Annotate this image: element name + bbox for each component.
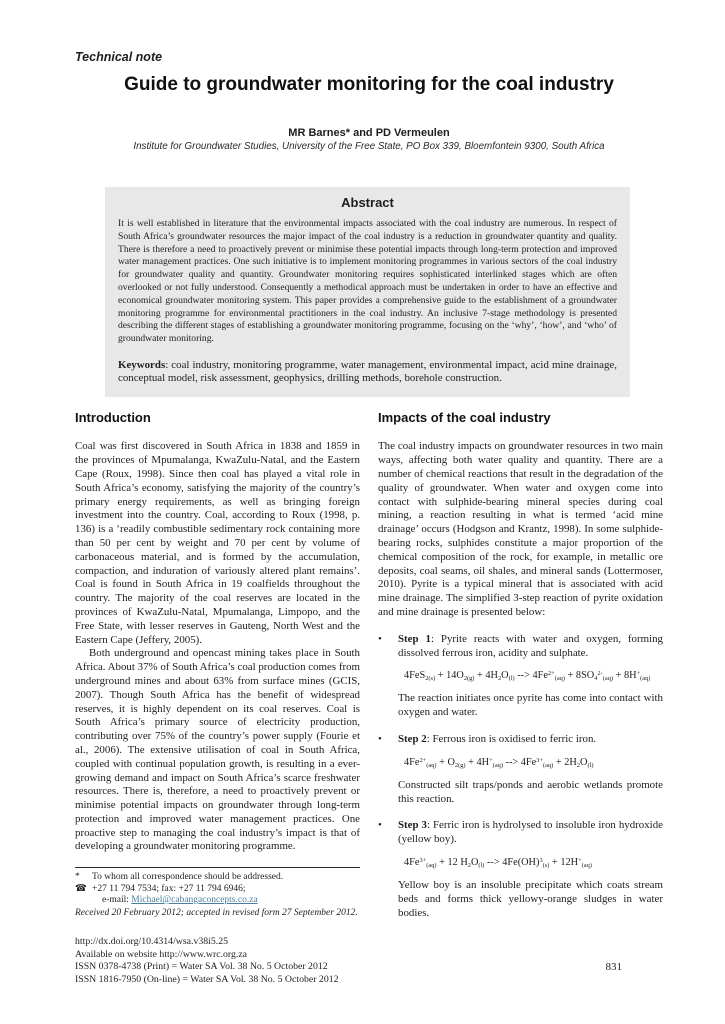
impacts-paragraph: The coal industry impacts on groundwater resources in two main ways, affecting both water quality and quantity. There are a number of chemical reactions that result in the degradation of the quality of groundwater. When water and oxygen come into contact with sulphide-bearing mineral species during coal mining, a reaction resulting in what is termed ‘acid mine drainage’ occurs (Hodgson and Krantz, 1998). In some sulphide-bearing rocks, sulphides constitute a major proportion of the chemical composition of the rock, for example, in metallic ore deposits, coal seams, oil shales, and mineral sands (Lottermoser, 2010). Pyrite is a typical mineral that is associated with acid mine drainage. The simplified 3-step reaction of pyrite oxidation and mine drainage is presented below: bbox=[378, 440, 663, 618]
phone-icon: ☎ bbox=[75, 883, 87, 894]
step-3-text: : Ferric iron is hydrolysed to insoluble iron hydroxide (yellow boy). bbox=[398, 819, 663, 846]
step-3-lead bbox=[398, 819, 663, 847]
right-column bbox=[378, 410, 663, 920]
website-line: Available on website http://www.wrc.org.za bbox=[75, 948, 248, 960]
step-1-note: The reaction initiates once pyrite has come into contact with oxygen and water. bbox=[398, 692, 663, 719]
step-3-body bbox=[398, 819, 663, 920]
step-2-note: Constructed silt traps/ponds and aerobic wetlands promote this reaction. bbox=[398, 778, 663, 805]
page-number: 831 bbox=[605, 961, 622, 973]
keywords-label: Keywords bbox=[118, 358, 166, 371]
step-2-body bbox=[398, 733, 663, 806]
bullet-icon: • bbox=[378, 632, 382, 645]
step-2-lead bbox=[398, 733, 663, 747]
article-kicker: Technical note bbox=[75, 50, 163, 64]
step-3-note: Yellow boy is an insoluble precipitate which coats stream beds and forms thick yellowy-orange sludges in water bodies. bbox=[398, 878, 663, 919]
correspondence-text: To whom all correspondence should be addressed. bbox=[92, 872, 284, 883]
correspondence-footnote bbox=[75, 867, 360, 919]
asterisk-marker: * bbox=[75, 872, 80, 883]
abstract-body: It is well established in literature that the environmental impacts associated with the coal industry are numerous. In respect of South Africa’s groundwater resources the major impact of the coal industry is a reduction in groundwater quantity and quality. There is therefore a need to proactively prevent or minimise these potential impacts through long-term protection and improved water management practices. One such initiative is to implement monitoring programmes in various sectors of the coal industry for groundwater quality and quantity. Groundwater monitoring requires sophisticated interlinked stages which are often overlooked or not fully understood. Consequently a methodical approach must be undertaken in order to have an effective and economical groundwater monitoring system. This paper provides a comprehensive guide to the establishment of a groundwater monitoring programme for environmental practitioners in the coal industry. An inclusive 7-stage methodology is presented describing the different stages of establishing a groundwater monitoring programme, focusing on the ‘why’, ‘how’, and ‘who’ of groundwater monitoring. bbox=[118, 218, 617, 345]
keywords-text: : coal industry, monitoring programme, water management, environmental impact, acid mine drainage, conceptual model, risk assessment, geophysics, drilling methods, borehole construction. bbox=[118, 358, 617, 385]
step-1-item bbox=[378, 633, 663, 720]
journal-footer bbox=[75, 936, 339, 987]
intro-paragraph-2: Both underground and opencast mining takes place in South Africa. About 37% of South Africa’s coal production comes from underground mines and about 63% from surface mines (GCIS, 2007). Though South Africa has the benefit of widespread reserves, it is highly dependent on its coal reserves. Coal is South Africa’s primary source of electricity production, contributing over 75% of the country’s power supply (Fourie et al., 2006). The extensive utilisation of coal in South Africa, coupled with continual population growth, is resulting in a ever-growing demand and impact on South Africa’s scarce freshwater resources. There is, therefore, a need to proactively prevent or minimise potential impacts on groundwater through long-term protection and improved water management practices. One proactive step to managing the coal industry’s impact is that of developing a groundwater monitoring programme. bbox=[75, 647, 360, 853]
chemical-equation-1: $4FeS_{2(s)} + 14O_{2(g)} + 4H_2O_{(l)}$ --> $4Fe^{2+}_{(aq)} + 8SO_4^{2-}_{(aq)} + 8H^+_{(aq)}$ bbox=[404, 670, 651, 683]
intro-paragraph-1: Coal was first discovered in South Africa in 1838 and 1859 in the provinces of Mpumalanga, KwaZulu-Natal, and the Eastern Cape (Roux, 1998). Since then coal has played a vital role in South Africa’s economy, satisfying the majority of the country’s primary energy requirements, as well as bringing foreign investment into the country. Coal, according to Roux (1998, p. 136) is a ‘readily combustible sedimentary rock containing more than 50 per cent by weight and 70 per cent by volume of carbonaceous material, and is formed by the accumulation, compaction, and induration of variously altered plant remains’. Coal is found in South Africa in 19 coalfields throughout the country. The majority of the coal reserves are located in the provinces of KwaZulu-Natal, Mpumalanga, Limpopo, and the Free State, with lesser reserves in Gauteng, North West and the Eastern Cape (Jeffery, 2005). bbox=[75, 440, 360, 646]
step-1-text: : Pyrite reacts with water and oxygen, forming dissolved ferrous iron, acidity and sulphate. bbox=[398, 632, 663, 659]
email-label: e-mail: bbox=[102, 895, 132, 906]
left-column bbox=[75, 410, 360, 920]
authors: MR Barnes* and PD Vermeulen bbox=[288, 127, 450, 139]
bullet-icon: • bbox=[378, 732, 382, 745]
step-2-item bbox=[378, 733, 663, 806]
section-heading-impacts: Impacts of the coal industry bbox=[378, 410, 551, 426]
issn-online-line: ISSN 1816-7950 (On-line) = Water SA Vol. 38 No. 5 October 2012 bbox=[75, 974, 339, 986]
keywords-paragraph bbox=[118, 359, 617, 385]
step-3-label: Step 3 bbox=[398, 819, 427, 832]
footnote-correspondence-line bbox=[75, 872, 360, 883]
bullet-icon: • bbox=[378, 819, 382, 832]
chemical-equation-2: $4Fe^{2+}_{(aq)} + O_{2(g)} + 4H^+_{(aq)}$ --> $4Fe^{3+}_{(aq)} + 2H_2O_{(l)}$ bbox=[404, 756, 594, 769]
footnote-email-line bbox=[75, 895, 360, 906]
affiliation: Institute for Groundwater Studies, University of the Free State, PO Box 339, Bloemfontein 9300, South Africa bbox=[133, 141, 605, 152]
step-2-text: : Ferrous iron is oxidised to ferric iron. bbox=[426, 732, 597, 745]
phone-text: +27 11 794 7534; fax: +27 11 794 6946; bbox=[92, 883, 246, 894]
abstract-box bbox=[105, 187, 630, 397]
step-3-item bbox=[378, 819, 663, 920]
issn-print-line: ISSN 0378-4738 (Print) = Water SA Vol. 38 No. 5 October 2012 bbox=[75, 961, 328, 973]
page-title: Guide to groundwater monitoring for the coal industry bbox=[124, 74, 614, 95]
section-heading-introduction: Introduction bbox=[75, 410, 151, 426]
footnote-phone-line bbox=[75, 884, 360, 895]
abstract-heading: Abstract bbox=[341, 195, 394, 210]
doi-line: http://dx.doi.org/10.4314/wsa.v38i5.25 bbox=[75, 936, 229, 947]
step-2-label: Step 2 bbox=[398, 732, 427, 745]
two-column-body bbox=[75, 410, 663, 920]
chemical-equation-3: $4Fe^{3+}_{(aq)} + 12$ $H_2O_{(l)}$ --> $4Fe(OH)^3_{(s)} + 12H^+_{(aq)}$ bbox=[404, 856, 592, 869]
step-1-label: Step 1 bbox=[398, 632, 431, 645]
email-link[interactable]: Michael@cabangaconcepts.co.za bbox=[131, 895, 258, 906]
received-dates: Received 20 February 2012; accepted in revised form 27 September 2012. bbox=[75, 907, 358, 918]
step-1-lead bbox=[398, 633, 663, 661]
step-1-body bbox=[398, 633, 663, 720]
